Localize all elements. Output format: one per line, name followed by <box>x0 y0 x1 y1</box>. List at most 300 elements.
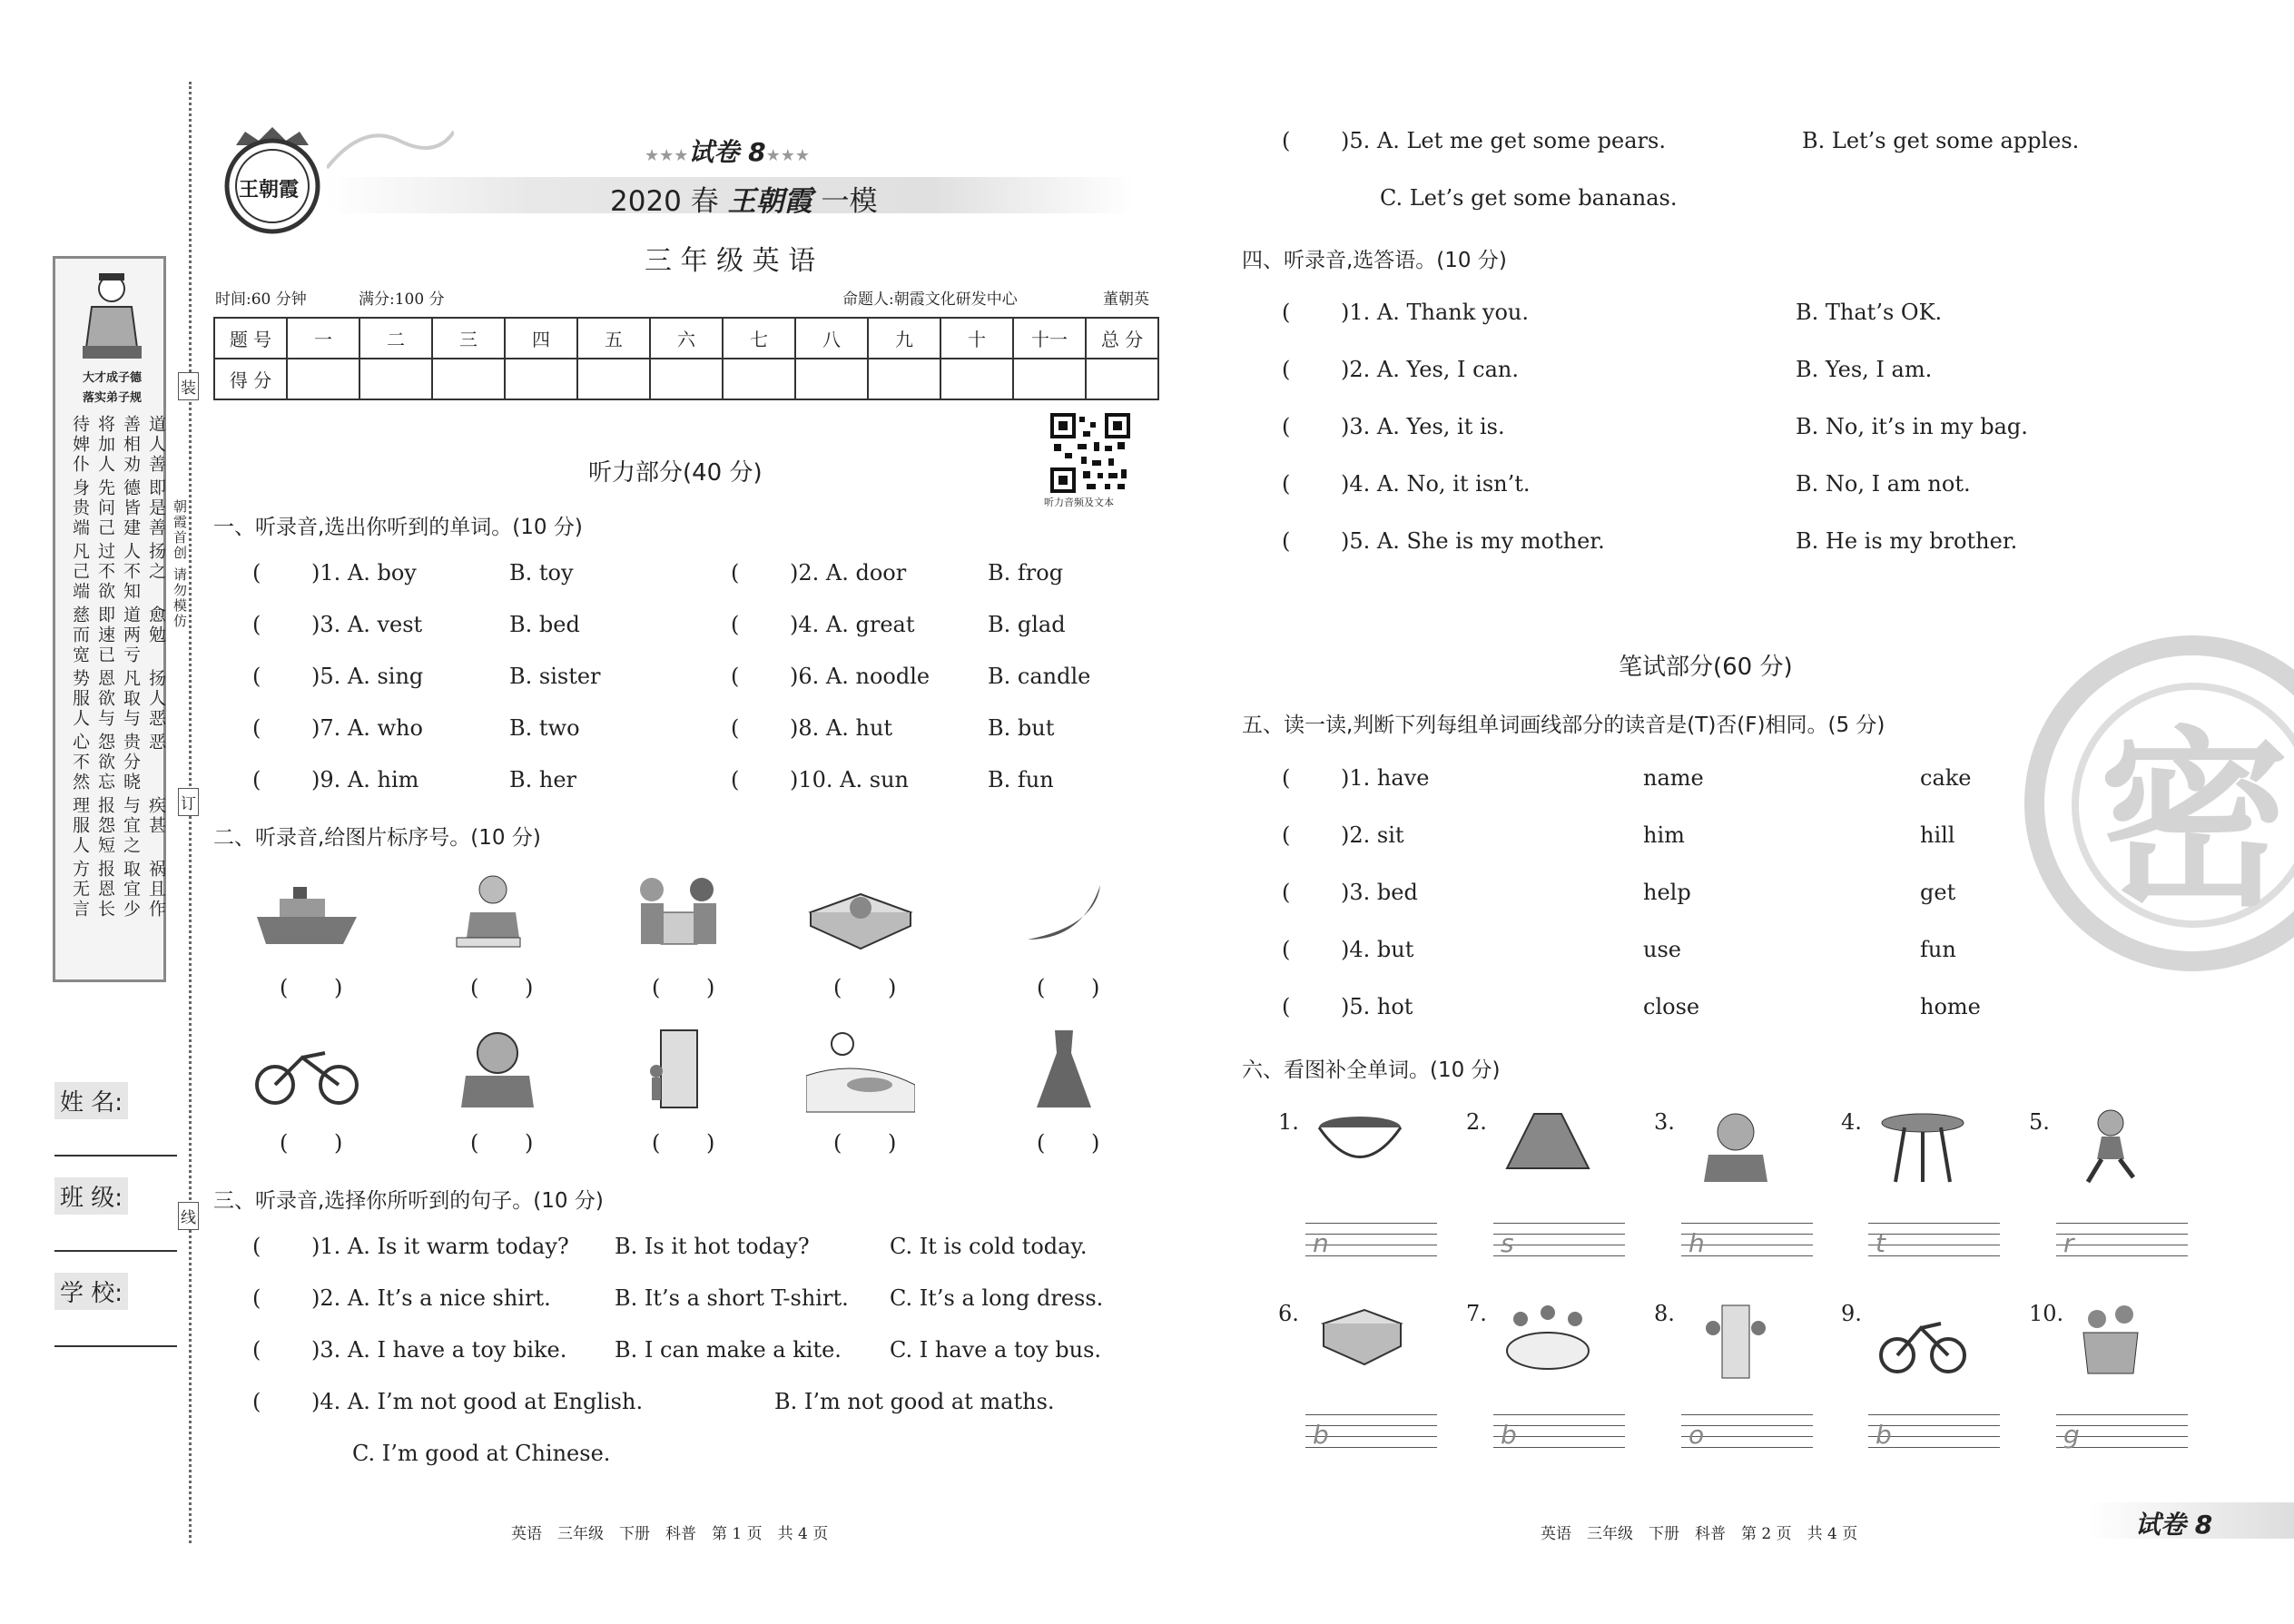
option-a[interactable]: )10. A. sun <box>790 767 909 792</box>
answer-paren-open: ( <box>1282 765 1291 791</box>
option-b[interactable]: B. No, it’s in my bag. <box>1796 414 2028 439</box>
picture-answer-blank[interactable] <box>1048 1130 1088 1157</box>
brand-logo <box>218 118 327 236</box>
answer-blank[interactable] <box>261 715 307 743</box>
score-entry-cell[interactable] <box>432 359 505 399</box>
option-b[interactable]: B. fun <box>988 767 1054 792</box>
score-entry-cell[interactable] <box>650 359 723 399</box>
option-a[interactable]: )5. A. She is my mother. <box>1341 528 1605 554</box>
starting-letter: b <box>1876 1420 1892 1450</box>
picture-number: 4. <box>1841 1109 1862 1135</box>
score-header-cell: 七 <box>723 318 795 359</box>
option-a[interactable]: )7. A. who <box>311 715 423 741</box>
option-b[interactable]: B. Is it hot today? <box>615 1234 810 1259</box>
picture-answer-blank[interactable] <box>1048 975 1088 1002</box>
option-b[interactable]: B. bed <box>509 612 580 637</box>
word-writing-lines[interactable] <box>1493 1223 1625 1266</box>
word-writing-lines[interactable] <box>1868 1223 2000 1266</box>
poem-column: 与宜之 <box>121 796 141 856</box>
answer-paren-open: ( <box>252 1234 261 1259</box>
option-b[interactable]: B. It’s a short T-shirt. <box>615 1285 849 1311</box>
section-4-title: 四、听录音,选答语。(10 分) <box>1242 249 1507 272</box>
poem-column: 人不知 <box>121 542 141 602</box>
birthday-picture <box>625 867 733 962</box>
poem-column: 愈勉 <box>146 605 166 645</box>
score-info: 满分:100 分 <box>359 290 445 309</box>
school-field[interactable] <box>54 1345 177 1347</box>
poem-block <box>70 605 166 665</box>
word-1: )5. hot <box>1341 994 1413 1019</box>
score-entry-cell[interactable] <box>723 359 795 399</box>
score-header-cell: 六 <box>650 318 723 359</box>
score-entry-cell[interactable] <box>868 359 940 399</box>
poem-column: 心不然 <box>70 733 90 792</box>
paper-number: ★★★试卷 8★★★ <box>645 137 811 167</box>
qr-code-icon[interactable] <box>1050 413 1130 493</box>
option-b[interactable]: B. two <box>509 715 580 741</box>
paren-close: ) <box>888 975 897 1000</box>
word-3: fun <box>1920 937 1956 962</box>
word-picture <box>1314 1296 1405 1383</box>
answer-blank[interactable] <box>261 1389 307 1416</box>
option-a[interactable]: )1. A. Is it warm today? <box>311 1234 569 1259</box>
poem-block <box>70 796 166 856</box>
answer-blank[interactable] <box>740 664 785 691</box>
score-header-cell: 总 分 <box>1086 318 1158 359</box>
poem-column: 凡己端 <box>70 542 90 602</box>
option-a[interactable]: )2. A. Yes, I can. <box>1341 357 1519 382</box>
answer-paren-open: ( <box>1282 994 1291 1019</box>
starting-letter: o <box>1689 1420 1705 1450</box>
paren-close: ) <box>334 1130 343 1156</box>
option-b[interactable]: B. glad <box>988 612 1066 637</box>
answer-blank[interactable] <box>1291 937 1336 964</box>
option-b[interactable]: B. He is my brother. <box>1796 528 2018 554</box>
option-a[interactable]: )3. A. I have a toy bike. <box>311 1337 567 1363</box>
answer-blank[interactable] <box>1291 994 1336 1021</box>
paren-close: ) <box>525 1130 534 1156</box>
poem-column: 贵分晓 <box>121 733 141 792</box>
option-b[interactable]: B. I’m not good at maths. <box>774 1389 1055 1414</box>
answer-paren-open: ( <box>252 1389 261 1414</box>
score-header-cell: 五 <box>577 318 650 359</box>
option-b[interactable]: B. frog <box>988 560 1064 586</box>
answer-paren-open: ( <box>252 1337 261 1363</box>
dress-picture <box>1009 1021 1118 1117</box>
answer-paren-open: ( <box>252 664 261 689</box>
option-b[interactable]: B. No, I am not. <box>1796 471 1971 497</box>
ribbon-decoration <box>327 123 454 177</box>
score-entry-cell[interactable] <box>940 359 1013 399</box>
poem-column: 扬人恶 <box>146 669 166 729</box>
score-entry-cell[interactable] <box>795 359 868 399</box>
word-picture <box>1314 1105 1405 1191</box>
answer-blank[interactable] <box>261 1337 307 1364</box>
answer-blank[interactable] <box>261 1285 307 1313</box>
answer-paren-open: ( <box>1282 414 1291 439</box>
boy-reading-picture <box>443 867 552 962</box>
word-3: home <box>1920 994 1981 1019</box>
poem-column: 德皆建 <box>121 478 141 538</box>
option-a[interactable]: )2. A. It’s a nice shirt. <box>311 1285 551 1311</box>
poem-block <box>70 415 166 475</box>
poem-column: 方无言 <box>70 860 90 920</box>
score-entry-cell[interactable] <box>287 359 359 399</box>
poem-column: 道两亏 <box>121 605 141 665</box>
word-picture <box>1502 1296 1593 1383</box>
footer-tag: 试卷 8 <box>2135 1510 2213 1540</box>
guide-line <box>2056 1245 2188 1255</box>
answer-blank[interactable] <box>1291 528 1336 556</box>
poem-column: 身贵端 <box>70 478 90 538</box>
answer-paren-open: ( <box>252 767 261 792</box>
writing-part-title: 笔试部分(60 分) <box>1619 654 1793 681</box>
answer-paren-open: ( <box>1282 471 1291 497</box>
poem-column: 怨欲忘 <box>95 733 115 792</box>
poem-column: 凡取与 <box>121 669 141 729</box>
score-header-cell: 四 <box>505 318 577 359</box>
score-entry-cell[interactable] <box>1013 359 1086 399</box>
starting-letter: r <box>2063 1228 2074 1258</box>
exam-title: 2020 春 王朝霞 一模 <box>610 185 878 218</box>
option-c[interactable]: C. I have a toy bus. <box>890 1337 1102 1363</box>
binding-mark-3: 线 <box>178 1202 199 1230</box>
option-a[interactable]: )4. A. No, it isn’t. <box>1341 471 1531 497</box>
paren-open: ( <box>470 1130 479 1156</box>
option-a[interactable]: )5. A. Let me get some pears. <box>1341 128 1666 153</box>
author-name: 董朝英 <box>1103 290 1149 309</box>
starting-letter: h <box>1689 1228 1705 1258</box>
starting-letter: t <box>1876 1228 1885 1258</box>
score-header-cell: 一 <box>287 318 359 359</box>
word-picture <box>1690 1105 1781 1191</box>
stamp-char: 密 <box>2072 683 2294 928</box>
guide-line <box>2056 1234 2188 1245</box>
answer-blank[interactable] <box>1291 414 1336 441</box>
answer-blank[interactable] <box>261 612 307 639</box>
beach-picture <box>806 1021 915 1117</box>
word-picture <box>2065 1105 2156 1191</box>
poem-column: 道人善 <box>146 415 166 475</box>
picture-number: 5. <box>2029 1109 2050 1135</box>
name-field[interactable] <box>54 1155 177 1156</box>
answer-paren-open: ( <box>252 715 261 741</box>
option-a[interactable]: )4. A. great <box>790 612 915 637</box>
poem-column: 过不欲 <box>95 542 115 602</box>
poem-column: 即是善 <box>146 478 166 538</box>
starting-letter: g <box>2063 1420 2080 1450</box>
word-writing-lines[interactable] <box>2056 1223 2188 1266</box>
option-a[interactable]: )3. A. vest <box>311 612 423 637</box>
option-b[interactable]: B. but <box>988 715 1055 741</box>
paren-open: ( <box>280 1130 289 1156</box>
footer-right: 英语 三年级 下册 科普 第 2 页 共 4 页 <box>1541 1525 1858 1543</box>
answer-blank[interactable] <box>261 767 307 794</box>
option-a[interactable]: )1. A. boy <box>311 560 417 586</box>
paren-close: ) <box>1091 975 1100 1000</box>
option-a[interactable]: )2. A. door <box>790 560 907 586</box>
poem-column: 将加人 <box>95 415 115 475</box>
guide-line <box>2056 1223 2188 1234</box>
poem-column: 扬之 <box>146 542 166 582</box>
ship-picture <box>252 867 361 962</box>
poem-column: 报恩长 <box>95 860 115 920</box>
side-note: 朝霞首创 请勿模仿 <box>172 499 188 629</box>
section-2-title: 二、听录音,给图片标序号。(10 分) <box>213 826 541 850</box>
paren-close: ) <box>706 975 715 1000</box>
answer-blank[interactable] <box>1291 880 1336 907</box>
motto-line-1: 大才成子德 <box>82 371 142 385</box>
box-picture <box>806 867 915 962</box>
poem-column: 疾甚 <box>146 796 166 836</box>
picture-number: 1. <box>1278 1109 1299 1135</box>
picture-number: 8. <box>1654 1301 1675 1326</box>
answer-paren-open: ( <box>731 715 740 741</box>
answer-paren-open: ( <box>1282 822 1291 848</box>
answer-blank[interactable] <box>1291 128 1336 155</box>
section-5-title: 五、读一读,判断下列每组单词画线部分的读音是(T)否(F)相同。(5 分) <box>1242 714 1885 737</box>
picture-answer-blank[interactable] <box>844 1130 885 1157</box>
option-a[interactable]: )3. A. Yes, it is. <box>1341 414 1505 439</box>
word-writing-lines[interactable] <box>1681 1223 1813 1266</box>
word-3: hill <box>1920 822 1955 848</box>
word-2: close <box>1643 994 1700 1019</box>
word-picture <box>2065 1296 2156 1383</box>
score-header-cell: 十一 <box>1013 318 1086 359</box>
bike-picture <box>252 1021 361 1117</box>
option-a[interactable]: )1. A. Thank you. <box>1341 300 1529 325</box>
option-b[interactable]: B. Yes, I am. <box>1796 357 1933 382</box>
school-label: 学 校: <box>54 1273 128 1310</box>
word-2: use <box>1643 937 1681 962</box>
score-header-cell: 九 <box>868 318 940 359</box>
picture-answer-blank[interactable] <box>290 975 331 1002</box>
picture-answer-blank[interactable] <box>663 975 704 1002</box>
paren-close: ) <box>888 1130 897 1156</box>
picture-number: 9. <box>1841 1301 1862 1326</box>
answer-blank[interactable] <box>261 664 307 691</box>
answer-paren-open: ( <box>1282 937 1291 962</box>
scholar-icon <box>83 266 142 366</box>
paren-open: ( <box>652 1130 661 1156</box>
option-c[interactable]: C. It’s a long dress. <box>890 1285 1104 1311</box>
option-b[interactable]: B. That’s OK. <box>1796 300 1943 325</box>
option-b[interactable]: B. toy <box>509 560 574 586</box>
secret-stamp <box>2024 635 2294 971</box>
paren-open: ( <box>1037 975 1046 1000</box>
option-b[interactable]: B. Let’s get some apples. <box>1802 128 2080 153</box>
answer-blank[interactable] <box>1291 822 1336 850</box>
name-label: 姓 名: <box>54 1082 128 1119</box>
paren-open: ( <box>833 975 842 1000</box>
author-info: 命题人:朝霞文化研发中心 <box>842 290 1018 309</box>
option-b[interactable]: B. sister <box>509 664 601 689</box>
word-2: him <box>1643 822 1685 848</box>
answer-paren-open: ( <box>731 560 740 586</box>
section-1-title: 一、听录音,选出你听到的单词。(10 分) <box>213 516 583 539</box>
word-1: )1. have <box>1341 765 1430 791</box>
picture-number: 10. <box>2029 1301 2064 1326</box>
answer-blank[interactable] <box>261 1234 307 1261</box>
binding-mark-2: 订 <box>178 788 199 816</box>
answer-paren-open: ( <box>1282 357 1291 382</box>
paren-close: ) <box>525 975 534 1000</box>
starting-letter: b <box>1501 1420 1517 1450</box>
poem-column: 取宜少 <box>121 860 141 920</box>
score-header-cell: 题 号 <box>214 318 287 359</box>
poem-column: 恩欲与 <box>95 669 115 729</box>
answer-paren-open: ( <box>252 612 261 637</box>
word-1: )2. sit <box>1341 822 1404 848</box>
banana-picture <box>1009 867 1118 962</box>
poem-column: 先问己 <box>95 478 115 538</box>
answer-paren-open: ( <box>252 560 261 586</box>
door-picture <box>625 1021 733 1117</box>
answer-paren-open: ( <box>731 612 740 637</box>
picture-number: 6. <box>1278 1301 1299 1326</box>
score-entry-cell[interactable] <box>1086 359 1158 399</box>
time-info: 时间:60 分钟 <box>215 290 307 309</box>
footer-left: 英语 三年级 下册 科普 第 1 页 共 4 页 <box>511 1525 829 1543</box>
poem-block <box>70 669 166 729</box>
word-picture <box>1877 1296 1968 1383</box>
guide-line <box>1868 1255 2000 1266</box>
paren-open: ( <box>833 1130 842 1156</box>
poem-column: 慈而宽 <box>70 605 90 665</box>
answer-blank[interactable] <box>1291 471 1336 498</box>
option-c[interactable]: C. I’m good at Chinese. <box>352 1441 611 1466</box>
starting-letter: s <box>1501 1228 1514 1258</box>
picture-answer-blank[interactable] <box>290 1130 331 1157</box>
picture-answer-blank[interactable] <box>844 975 885 1002</box>
answer-blank[interactable] <box>1291 357 1336 384</box>
logo-text: 王朝霞 <box>239 179 300 202</box>
word-writing-lines[interactable] <box>1681 1414 1813 1458</box>
answer-paren-open: ( <box>731 767 740 792</box>
answer-blank[interactable] <box>740 560 785 587</box>
answer-blank[interactable] <box>740 715 785 743</box>
answer-paren-open: ( <box>1282 128 1291 153</box>
picture-number: 3. <box>1654 1109 1675 1135</box>
score-header-cell: 二 <box>359 318 432 359</box>
paren-open: ( <box>280 975 289 1000</box>
poem-column: 即速已 <box>95 605 115 665</box>
option-b[interactable]: B. her <box>509 767 577 792</box>
score-header-cell: 八 <box>795 318 868 359</box>
score-header-cell: 十 <box>940 318 1013 359</box>
paren-open: ( <box>652 975 661 1000</box>
answer-paren-open: ( <box>1282 880 1291 905</box>
poem-block <box>70 733 166 792</box>
word-writing-lines[interactable] <box>1868 1414 2000 1458</box>
option-a[interactable]: )5. A. sing <box>311 664 424 689</box>
class-field[interactable] <box>54 1250 177 1252</box>
word-3: get <box>1920 880 1956 905</box>
answer-blank[interactable] <box>1291 765 1336 792</box>
option-c[interactable]: C. Let’s get some bananas. <box>1380 185 1678 211</box>
word-1: )3. bed <box>1341 880 1418 905</box>
score-header-cell: 三 <box>432 318 505 359</box>
word-picture <box>1690 1296 1781 1383</box>
word-3: cake <box>1920 765 1972 791</box>
score-entry-cell[interactable] <box>577 359 650 399</box>
option-a[interactable]: )9. A. him <box>311 767 419 792</box>
word-picture <box>1502 1105 1593 1191</box>
subject-title: 三 年 级 英 语 <box>645 245 816 277</box>
poem-column: 势服人 <box>70 669 90 729</box>
score-entry-cell[interactable] <box>359 359 432 399</box>
option-a[interactable]: )4. A. I’m not good at English. <box>311 1389 644 1414</box>
qr-caption: 听力音频及文本 <box>1044 497 1114 508</box>
class-label: 班 级: <box>54 1177 128 1215</box>
answer-paren-open: ( <box>1282 528 1291 554</box>
word-1: )4. but <box>1341 937 1414 962</box>
left-motto-strip <box>53 256 166 982</box>
starting-letter: n <box>1313 1228 1329 1258</box>
poem-column: 善相劝 <box>121 415 141 475</box>
option-b[interactable]: B. I can make a kite. <box>615 1337 842 1363</box>
picture-number: 7. <box>1466 1301 1487 1326</box>
motto-line-2: 落实弟子规 <box>82 391 142 405</box>
guide-line <box>1868 1223 2000 1234</box>
picture-answer-blank[interactable] <box>663 1130 704 1157</box>
picture-number: 2. <box>1466 1109 1487 1135</box>
word-2: name <box>1643 765 1704 791</box>
option-a[interactable]: )8. A. hut <box>790 715 893 741</box>
word-writing-lines[interactable] <box>1493 1414 1625 1458</box>
guide-line <box>1868 1245 2000 1255</box>
paren-close: ) <box>706 1130 715 1156</box>
poem-column: 待婢仆 <box>70 415 90 475</box>
picture-answer-blank[interactable] <box>481 975 522 1002</box>
poem-column: 理服人 <box>70 796 90 856</box>
answer-blank[interactable] <box>740 612 785 639</box>
answer-blank[interactable] <box>261 560 307 587</box>
answer-paren-open: ( <box>252 1285 261 1311</box>
answer-paren-open: ( <box>731 664 740 689</box>
word-writing-lines[interactable] <box>1305 1223 1437 1266</box>
score-entry-cell[interactable] <box>505 359 577 399</box>
poem-column: 报怨短 <box>95 796 115 856</box>
poem-block <box>70 542 166 602</box>
guide-line <box>2056 1255 2188 1266</box>
poem-block <box>70 860 166 920</box>
paren-open: ( <box>470 975 479 1000</box>
word-writing-lines[interactable] <box>1305 1414 1437 1458</box>
boy-scarf-picture <box>443 1021 552 1117</box>
section-6-title: 六、看图补全单词。(10 分) <box>1242 1058 1501 1082</box>
option-b[interactable]: B. candle <box>988 664 1091 689</box>
poem-column: 祸且作 <box>146 860 166 920</box>
guide-line <box>1868 1234 2000 1245</box>
binding-mark-1: 装 <box>178 372 199 400</box>
option-a[interactable]: )6. A. noodle <box>790 664 930 689</box>
poem-block <box>70 478 166 538</box>
answer-paren-open: ( <box>1282 300 1291 325</box>
option-c[interactable]: C. It is cold today. <box>890 1234 1088 1259</box>
score-table <box>213 317 1159 400</box>
word-2: help <box>1643 880 1691 905</box>
word-writing-lines[interactable] <box>2056 1414 2188 1458</box>
starting-letter: b <box>1313 1420 1329 1450</box>
poem-column: 恶 <box>146 733 166 753</box>
answer-blank[interactable] <box>740 767 785 794</box>
picture-answer-blank[interactable] <box>481 1130 522 1157</box>
score-label-cell: 得 分 <box>214 359 287 399</box>
answer-blank[interactable] <box>1291 300 1336 327</box>
paren-close: ) <box>1091 1130 1100 1156</box>
word-picture <box>1877 1105 1968 1191</box>
